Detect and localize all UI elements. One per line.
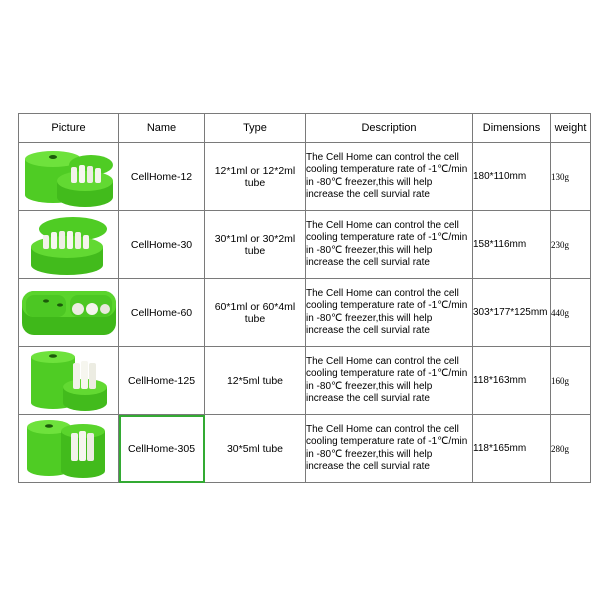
type-cell: 12*1ml or 12*2ml tube — [205, 143, 306, 211]
description-cell: The Cell Home can control the cell cooling temperature rate of -1℃/min in -80℃ freezer,this will help increase the cell survial rate — [306, 279, 473, 347]
cellhome-125-photo — [21, 349, 117, 413]
dimensions-cell: 118*163mm — [473, 347, 551, 415]
type-cell: 30*5ml tube — [205, 415, 306, 483]
cellhome-60-photo — [20, 281, 118, 345]
header-weight: weight — [551, 114, 591, 143]
weight-cell: 280g — [551, 415, 591, 483]
header-picture: Picture — [19, 114, 119, 143]
header-dimensions: Dimensions — [473, 114, 551, 143]
table-row — [19, 279, 591, 347]
header-row — [19, 114, 591, 143]
picture-cell — [19, 279, 119, 347]
table-row — [19, 415, 591, 483]
picture-cell — [19, 347, 119, 415]
description-cell: The Cell Home can control the cell cooling temperature rate of -1℃/min in -80℃ freezer,this will help increase the cell survial rate — [306, 211, 473, 279]
cellhome-12-photo — [21, 145, 117, 209]
picture-cell — [19, 415, 119, 483]
dimensions-cell: 180*110mm — [473, 143, 551, 211]
name-cell: CellHome-12 — [119, 143, 205, 211]
dimensions-cell: 303*177*125mm — [473, 279, 551, 347]
cellhome-30-photo — [21, 213, 117, 277]
cellhome-305-photo — [21, 417, 117, 481]
name-cell[interactable]: CellHome-305 — [119, 415, 205, 483]
header-description: Description — [306, 114, 473, 143]
header-type: Type — [205, 114, 306, 143]
picture-cell — [19, 143, 119, 211]
header-name: Name — [119, 114, 205, 143]
picture-cell — [19, 211, 119, 279]
type-cell: 60*1ml or 60*4ml tube — [205, 279, 306, 347]
weight-cell: 230g — [551, 211, 591, 279]
table-row — [19, 143, 591, 211]
table-row — [19, 211, 591, 279]
product-spec-table — [18, 113, 591, 483]
dimensions-cell: 118*165mm — [473, 415, 551, 483]
name-cell: CellHome-60 — [119, 279, 205, 347]
weight-cell: 440g — [551, 279, 591, 347]
type-cell: 30*1ml or 30*2ml tube — [205, 211, 306, 279]
type-cell: 12*5ml tube — [205, 347, 306, 415]
name-cell: CellHome-30 — [119, 211, 205, 279]
description-cell: The Cell Home can control the cell cooling temperature rate of -1℃/min in -80℃ freezer,this will help increase the cell survial rate — [306, 347, 473, 415]
dimensions-cell: 158*116mm — [473, 211, 551, 279]
description-cell: The Cell Home can control the cell cooling temperature rate of -1℃/min in -80℃ freezer,this will help increase the cell survial rate — [306, 143, 473, 211]
description-cell: The Cell Home can control the cell cooling temperature rate of -1℃/min in -80℃ freezer,this will help increase the cell survial rate — [306, 415, 473, 483]
table-row — [19, 347, 591, 415]
weight-cell: 130g — [551, 143, 591, 211]
weight-cell: 160g — [551, 347, 591, 415]
name-cell: CellHome-125 — [119, 347, 205, 415]
